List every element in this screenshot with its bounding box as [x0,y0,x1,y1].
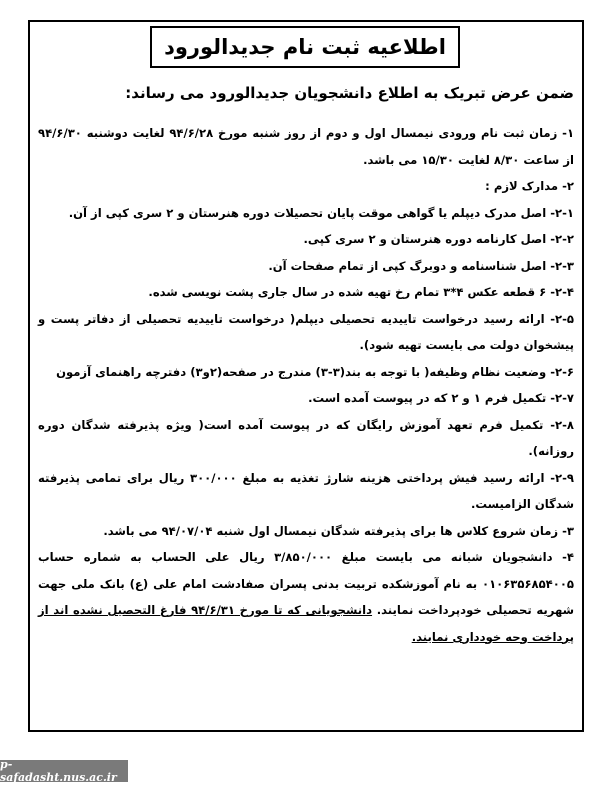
item-2-8: ۲-۸- تکمیل فرم تعهد آموزش رایگان که در پیوست آمده است( ویژه پذیرفته شدگان دوره روزانه). [38,417,574,458]
item-4-underlined-note: دانشجویانی که تا مورخ ۹۴/۶/۳۱ فارغ التحصیل نشده اند از پرداخت وجه خودداری نمایند. [38,603,574,644]
item-2-9: ۲-۹- ارائه رسید فیش پرداختی هزینه شارژ تغذیه به مبلغ ۳۰۰/۰۰۰ ریال برای تمامی پذیرفته شدگان الزامیست. [38,470,574,511]
item-2: ۲- مدارک لازم : [485,179,574,193]
item-3: ۳- زمان شروع کلاس ها برای پذیرفته شدگان نیمسال اول شنبه ۹۴/۰۷/۰۴ می باشد. [103,523,574,538]
item-4 [38,544,574,650]
item-2-7: ۲-۷- تکمیل فرم ۱ و ۲ که در پیوست آمده است. [308,391,574,405]
announcement-body [38,84,574,650]
title-text: اطلاعیه ثبت نام جدیدالورود [164,35,446,59]
item-2-3: ۲-۳- اصل شناسنامه و دوبرگ کپی از تمام صفحات آن. [268,258,574,273]
item-2-2: ۲-۲- اصل کارنامه دوره هنرستان و ۲ سری کپی. [303,232,574,246]
item-1: ۱- زمان ثبت نام ورودی نیمسال اول و دوم از روز شنبه مورخ ۹۴/۶/۲۸ لغایت دوشنبه ۹۴/۶/۳۰ از ساعت ۸/۳۰ لغایت ۱۵/۳۰ می باشد. [38,126,575,167]
item-2-4: ۲-۴- ۶ قطعه عکس ۴*۳ تمام رخ تهیه شده در سال جاری پشت نویسی شده. [148,285,574,299]
item-2-5: ۲-۵- ارائه رسید درخواست تاییدیه تحصیلی دیپلم( درخواست تاییدیه تحصیلی از دفاتر پست و پیشخوان دولت می بایست تهیه شود). [38,311,574,352]
website-footer-badge [0,760,128,782]
intro-line: ضمن عرض تبریک به اطلاع دانشجویان جدیدالورود می رساند: [125,84,574,102]
item-2-6: ۲-۶- وضعیت نظام وظیفه( با توجه به بند(۳-۳) مندرج در صفحه(۲و۳) دفترچه راهنمای آزمون [56,364,574,379]
item-2-1: ۲-۱- اصل مدرک دیپلم یا گواهی موقت پایان تحصیلات دوره هنرستان و ۲ سری کپی از آن. [68,205,574,220]
website-url: p-safadasht.nus.ac.ir [0,758,117,784]
announcement-title [150,26,460,68]
item-4-text: ۴- دانشجویان شبانه می بایست مبلغ ۳/۸۵۰/۰۰۰ ریال علی الحساب به شماره حساب ۰۱۰۶۳۵۶۸۵۴۰۰۵ به نام آموزشکده تربیت بدنی پسران صفادشت امام علی (ع) بانک ملی جهت شهریه تحصیلی خودپرداخت نمایند. [38,550,575,617]
